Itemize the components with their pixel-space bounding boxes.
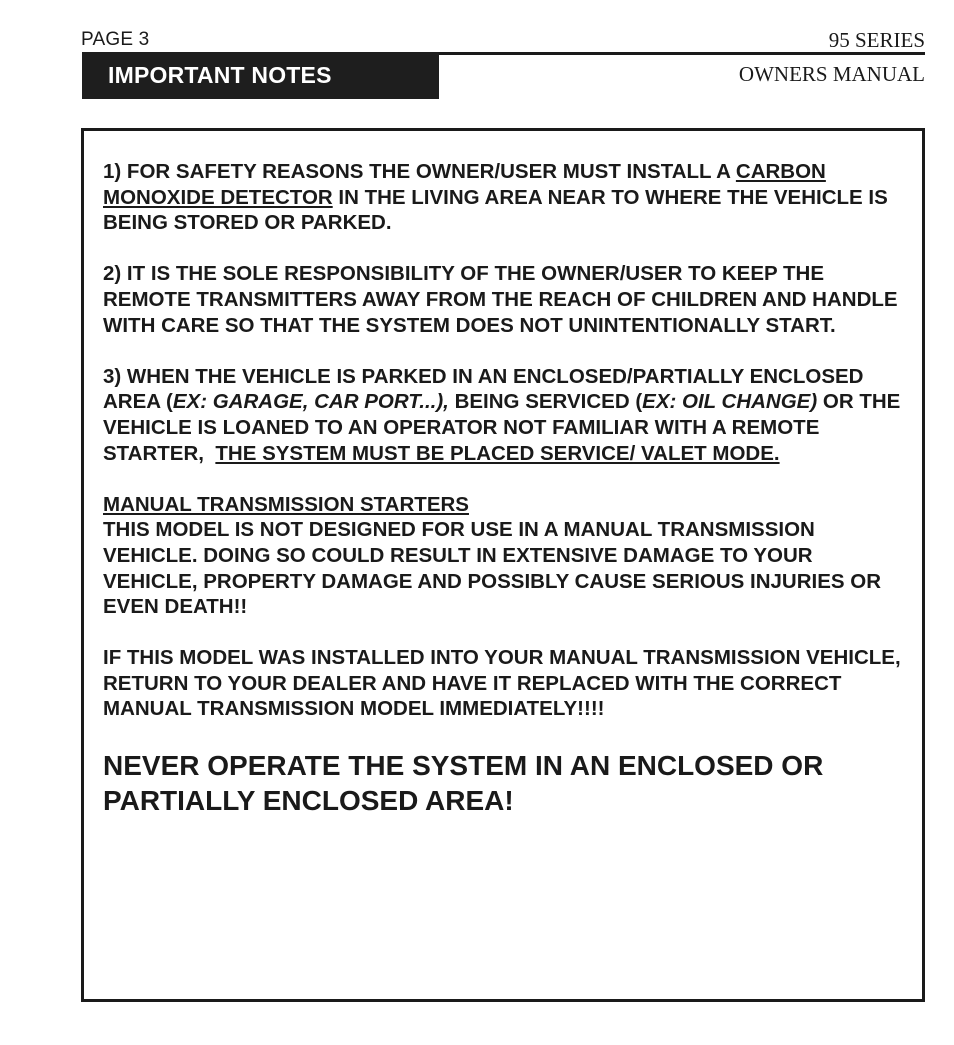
- important-notes-box: [81, 128, 925, 1002]
- manual-transmission-text: THIS MODEL IS NOT DESIGNED FOR USE IN A MANUAL TRANSMISSION VEHICLE. DOING SO COULD RESULT IN EXTENSIVE DAMAGE TO YOUR VEHICLE, PROPERTY DAMAGE AND POSSIBLY CAUSE SERIOUS INJURIES OR EVEN DEATH!!: [103, 518, 882, 619]
- header-divider: [437, 52, 925, 55]
- note-3-part-1: 3) WHEN THE VEHICLE IS PARKED IN AN ENCLOSED/PARTIALLY ENCLOSED AREA (: [103, 364, 864, 414]
- page-number: PAGE 3: [81, 29, 150, 50]
- manual-label: OWNERS MANUAL: [738, 62, 925, 86]
- note-1-text: 1) FOR SAFETY REASONS THE OWNER/USER MUST INSTALL A: [103, 160, 736, 183]
- note-3-part-2: BEING SERVICED (: [448, 390, 643, 414]
- note-3-part-3: OR THE VEHICLE IS LOANED TO AN OPERATOR NOT FAMILIAR WITH A REMOTE STARTER,: [103, 390, 907, 465]
- notes-content: [103, 159, 908, 843]
- note-3-example-1: EX: GARAGE, CAR PORT...),: [172, 390, 449, 414]
- section-title-banner: IMPORTANT NOTES: [82, 52, 439, 99]
- note-1-suffix: IN THE LIVING AREA NEAR TO WHERE THE VEHICLE IS BEING STORED OR PARKED.: [103, 185, 888, 235]
- series-label: 95 SERIES: [828, 28, 925, 52]
- replacement-note: IF THIS MODEL WAS INSTALLED INTO YOUR MANUAL TRANSMISSION VEHICLE, RETURN TO YOUR DEALER AND HAVE IT REPLACED WITH THE CORRECT MANUAL TRANSMISSION MODEL IMMEDIATELY!!!!: [103, 646, 901, 721]
- note-3-example-2: EX: OIL CHANGE): [642, 390, 818, 414]
- manual-transmission-heading-text: MANUAL TRANSMISSION STARTERS: [103, 492, 469, 516]
- note-3-emphasis: THE SYSTEM MUST BE PLACED SERVICE/ VALET MODE.: [215, 441, 780, 465]
- note-3: [103, 364, 908, 466]
- note-1-emphasis: CARBON MONOXIDE DETECTOR: [103, 160, 826, 209]
- manual-transmission-heading: [103, 492, 908, 518]
- note-1: [103, 159, 908, 236]
- warning-statement: NEVER OPERATE THE SYSTEM IN AN ENCLOSED OR PARTIALLY ENCLOSED AREA!: [103, 749, 824, 816]
- note-2: 2) IT IS THE SOLE RESPONSIBILITY OF THE OWNER/USER TO KEEP THE REMOTE TRANSMITTERS AWAY FROM THE REACH OF CHILDREN AND HANDLE WITH CARE SO THAT THE SYSTEM DOES NOT UNINTENTIONALLY START.: [103, 262, 898, 337]
